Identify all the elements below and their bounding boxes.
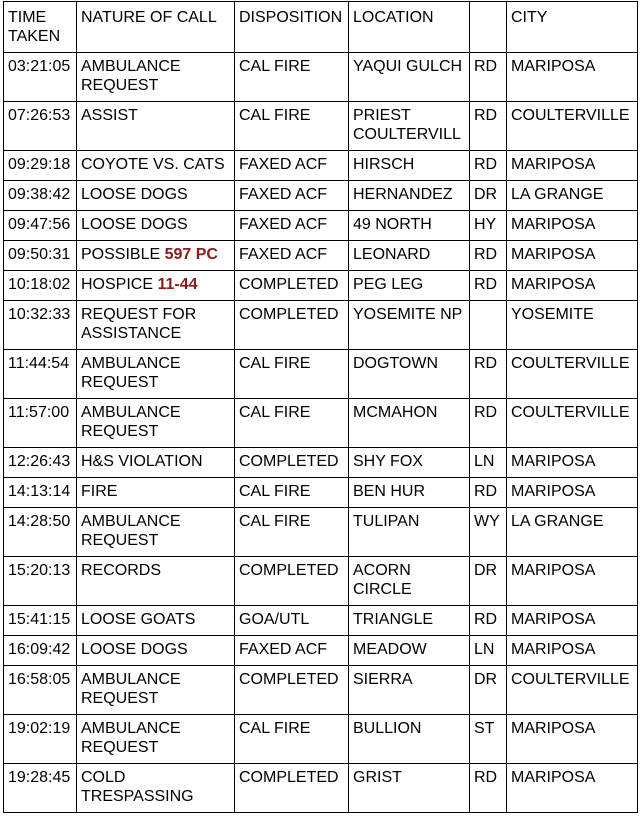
time-cell: 09:47:56: [4, 211, 77, 241]
nature-cell: [77, 478, 235, 508]
nature-cell: [77, 606, 235, 636]
time-cell: 07:26:53: [4, 102, 77, 151]
city-cell: LA GRANGE: [507, 508, 638, 557]
call-log-body: [4, 53, 638, 813]
street-suffix-cell: RD: [470, 151, 507, 181]
location-cell: BULLION: [349, 715, 470, 764]
disposition-cell: CAL FIRE: [235, 715, 349, 764]
city-cell: YOSEMITE: [507, 301, 638, 350]
location-cell: MCMAHON: [349, 399, 470, 448]
nature-cell: [77, 448, 235, 478]
street-suffix-cell: WY: [470, 508, 507, 557]
time-cell: 09:29:18: [4, 151, 77, 181]
table-row: [4, 53, 638, 102]
time-cell: 03:21:05: [4, 53, 77, 102]
table-row: [4, 211, 638, 241]
time-cell: 15:41:15: [4, 606, 77, 636]
location-cell: TULIPAN: [349, 508, 470, 557]
disposition-cell: COMPLETED: [235, 557, 349, 606]
time-cell: 09:38:42: [4, 181, 77, 211]
time-cell: 11:44:54: [4, 350, 77, 399]
disposition-cell: COMPLETED: [235, 666, 349, 715]
table-row: [4, 181, 638, 211]
nature-text: AMBULANCE REQUEST: [81, 513, 181, 549]
street-suffix-cell: RD: [470, 350, 507, 399]
nature-text: COLD TRESPASSING: [81, 769, 194, 805]
location-cell: HERNANDEZ: [349, 181, 470, 211]
location-cell: 49 NORTH: [349, 211, 470, 241]
street-suffix-cell: RD: [470, 606, 507, 636]
nature-cell: [77, 211, 235, 241]
nature-cell: [77, 557, 235, 606]
disposition-cell: CAL FIRE: [235, 478, 349, 508]
nature-cell: [77, 399, 235, 448]
street-suffix-cell: RD: [470, 764, 507, 813]
nature-cell: [77, 764, 235, 813]
city-cell: COULTERVILLE: [507, 666, 638, 715]
location-cell: YAQUI GULCH: [349, 53, 470, 102]
nature-cell: [77, 181, 235, 211]
nature-text: AMBULANCE REQUEST: [81, 720, 181, 756]
location-cell: GRIST: [349, 764, 470, 813]
table-row: [4, 399, 638, 448]
location-cell: BEN HUR: [349, 478, 470, 508]
nature-cell: [77, 715, 235, 764]
disposition-cell: CAL FIRE: [235, 102, 349, 151]
time-cell: 14:13:14: [4, 478, 77, 508]
street-suffix-cell: HY: [470, 211, 507, 241]
nature-text: RECORDS: [81, 562, 162, 579]
table-row: [4, 606, 638, 636]
location-cell: ACORN CIRCLE: [349, 557, 470, 606]
time-cell: 14:28:50: [4, 508, 77, 557]
table-row: [4, 271, 638, 301]
table-row: [4, 301, 638, 350]
location-cell: PEG LEG: [349, 271, 470, 301]
location-cell: HIRSCH: [349, 151, 470, 181]
table-row: [4, 715, 638, 764]
nature-text: AMBULANCE REQUEST: [81, 58, 181, 94]
table-row: [4, 151, 638, 181]
street-suffix-cell: DR: [470, 557, 507, 606]
disposition-cell: FAXED ACF: [235, 636, 349, 666]
nature-text: LOOSE DOGS: [81, 216, 188, 233]
disposition-cell: COMPLETED: [235, 764, 349, 813]
nature-text: FIRE: [81, 483, 118, 500]
penal-code: 597 PC: [164, 246, 218, 263]
nature-text: ASSIST: [81, 107, 138, 124]
nature-text: H&S VIOLATION: [81, 453, 203, 470]
time-cell: 11:57:00: [4, 399, 77, 448]
time-cell: 12:26:43: [4, 448, 77, 478]
nature-text: LOOSE DOGS: [81, 186, 188, 203]
street-suffix-cell: RD: [470, 478, 507, 508]
street-suffix-cell: DR: [470, 666, 507, 715]
street-suffix-cell: DR: [470, 181, 507, 211]
city-cell: MARIPOSA: [507, 271, 638, 301]
city-cell: MARIPOSA: [507, 448, 638, 478]
disposition-cell: CAL FIRE: [235, 53, 349, 102]
nature-cell: [77, 241, 235, 271]
location-cell: SIERRA: [349, 666, 470, 715]
street-suffix-cell: RD: [470, 102, 507, 151]
table-row: [4, 448, 638, 478]
location-cell: YOSEMITE NP: [349, 301, 470, 350]
city-cell: MARIPOSA: [507, 211, 638, 241]
call-log-table: [3, 1, 638, 813]
time-cell: 19:28:45: [4, 764, 77, 813]
location-cell: LEONARD: [349, 241, 470, 271]
city-cell: MARIPOSA: [507, 53, 638, 102]
table-row: [4, 241, 638, 271]
location-cell: PRIEST COULTERVILL: [349, 102, 470, 151]
nature-cell: [77, 666, 235, 715]
disposition-cell: CAL FIRE: [235, 350, 349, 399]
disposition-cell: COMPLETED: [235, 448, 349, 478]
penal-code: 11-44: [157, 276, 198, 293]
time-cell: 10:18:02: [4, 271, 77, 301]
time-cell: 19:02:19: [4, 715, 77, 764]
city-cell: MARIPOSA: [507, 241, 638, 271]
nature-cell: [77, 301, 235, 350]
street-suffix-cell: LN: [470, 448, 507, 478]
nature-text: AMBULANCE REQUEST: [81, 355, 181, 391]
table-row: [4, 102, 638, 151]
city-cell: MARIPOSA: [507, 715, 638, 764]
street-suffix-cell: ST: [470, 715, 507, 764]
disposition-cell: GOA/UTL: [235, 606, 349, 636]
city-cell: MARIPOSA: [507, 764, 638, 813]
city-cell: COULTERVILLE: [507, 350, 638, 399]
nature-text: LOOSE GOATS: [81, 611, 196, 628]
location-cell: TRIANGLE: [349, 606, 470, 636]
city-cell: MARIPOSA: [507, 557, 638, 606]
nature-cell: [77, 53, 235, 102]
header-location: LOCATION: [349, 2, 470, 53]
city-cell: LA GRANGE: [507, 181, 638, 211]
city-cell: MARIPOSA: [507, 636, 638, 666]
time-cell: 10:32:33: [4, 301, 77, 350]
nature-cell: [77, 508, 235, 557]
nature-cell: [77, 636, 235, 666]
nature-cell: [77, 151, 235, 181]
location-cell: MEADOW: [349, 636, 470, 666]
street-suffix-cell: RD: [470, 241, 507, 271]
disposition-cell: COMPLETED: [235, 271, 349, 301]
nature-cell: [77, 271, 235, 301]
nature-text: POSSIBLE: [81, 246, 161, 263]
street-suffix-cell: RD: [470, 399, 507, 448]
city-cell: MARIPOSA: [507, 151, 638, 181]
nature-text: LOOSE DOGS: [81, 641, 188, 658]
time-cell: 09:50:31: [4, 241, 77, 271]
nature-text: HOSPICE: [81, 276, 154, 293]
city-cell: MARIPOSA: [507, 478, 638, 508]
header-city: CITY: [507, 2, 638, 53]
nature-cell: [77, 350, 235, 399]
city-cell: COULTERVILLE: [507, 399, 638, 448]
time-cell: 15:20:13: [4, 557, 77, 606]
table-header-row: [4, 2, 638, 53]
table-row: [4, 478, 638, 508]
header-nature-of-call: NATURE OF CALL: [77, 2, 235, 53]
disposition-cell: FAXED ACF: [235, 181, 349, 211]
street-suffix-cell: RD: [470, 271, 507, 301]
disposition-cell: CAL FIRE: [235, 399, 349, 448]
street-suffix-cell: [470, 301, 507, 350]
disposition-cell: FAXED ACF: [235, 151, 349, 181]
street-suffix-cell: RD: [470, 53, 507, 102]
table-row: [4, 350, 638, 399]
disposition-cell: COMPLETED: [235, 301, 349, 350]
header-time-taken: TIME TAKEN: [4, 2, 77, 53]
table-row: [4, 636, 638, 666]
street-suffix-cell: LN: [470, 636, 507, 666]
table-row: [4, 557, 638, 606]
table-row: [4, 666, 638, 715]
location-cell: DOGTOWN: [349, 350, 470, 399]
header-disposition: DISPOSITION: [235, 2, 349, 53]
nature-cell: [77, 102, 235, 151]
city-cell: COULTERVILLE: [507, 102, 638, 151]
disposition-cell: FAXED ACF: [235, 241, 349, 271]
table-row: [4, 508, 638, 557]
time-cell: 16:09:42: [4, 636, 77, 666]
time-cell: 16:58:05: [4, 666, 77, 715]
nature-text: AMBULANCE REQUEST: [81, 671, 181, 707]
header-street-suffix: [470, 2, 507, 53]
disposition-cell: CAL FIRE: [235, 508, 349, 557]
nature-text: AMBULANCE REQUEST: [81, 404, 181, 440]
city-cell: MARIPOSA: [507, 606, 638, 636]
nature-text: COYOTE VS. CATS: [81, 156, 225, 173]
table-row: [4, 764, 638, 813]
nature-text: REQUEST FOR ASSISTANCE: [81, 306, 197, 342]
location-cell: SHY FOX: [349, 448, 470, 478]
disposition-cell: FAXED ACF: [235, 211, 349, 241]
